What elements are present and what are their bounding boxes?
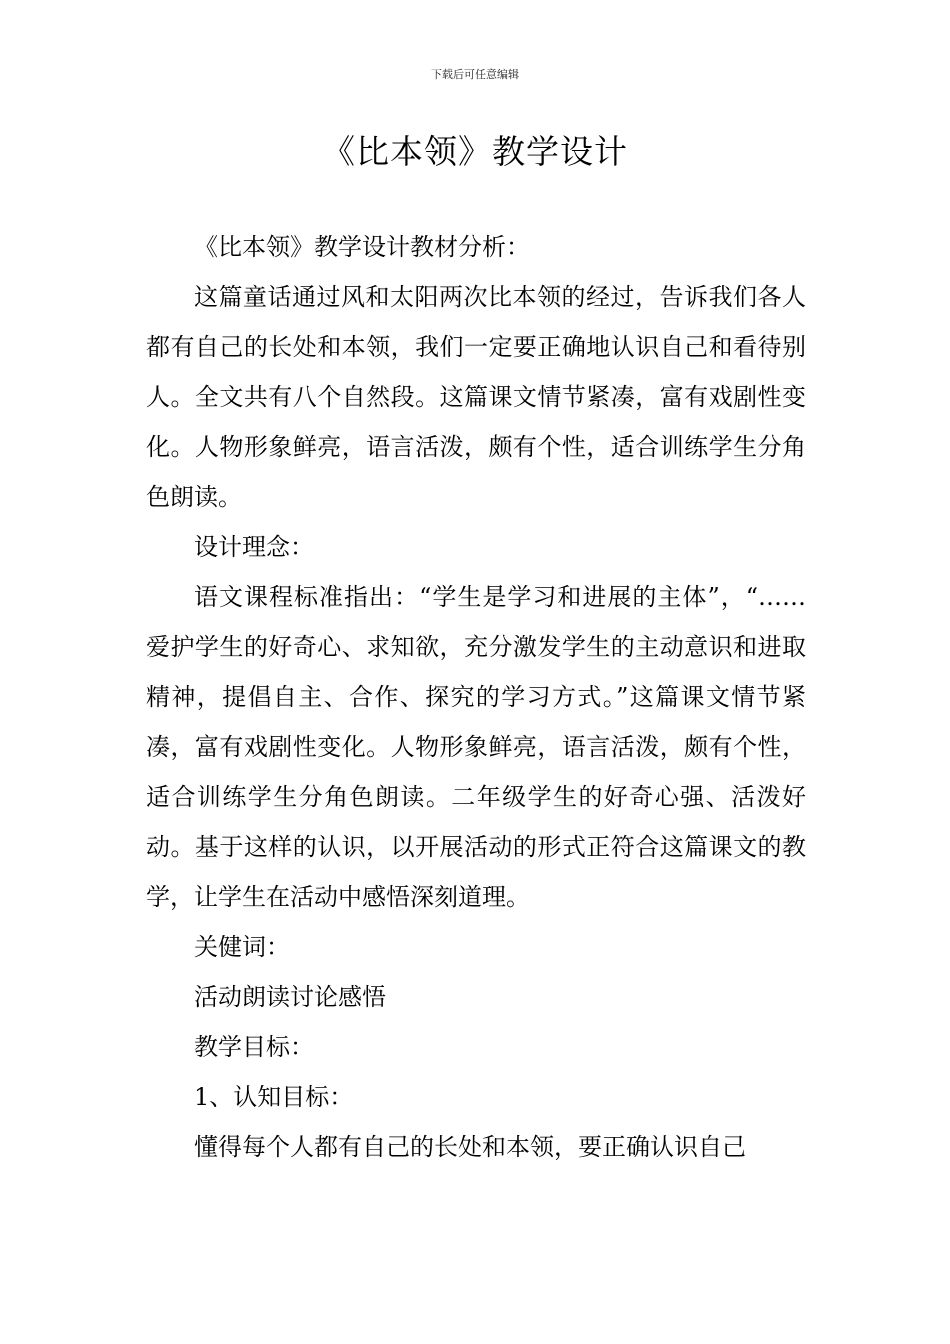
paragraph-design-concept: 语文课程标准指出：“学生是学习和进展的主体”，“……爱护学生的好奇心、求知欲，充分激发学生的主动意识和进取精神，提倡自主、合作、探究的学习方式。”这篇课文情节紧凑，富有戏剧性变化。人物形象鲜亮，语言活泼，颇有个性，适合训练学生分角色朗读。二年级学生的好奇心强、活泼好动。基于这样的认识，以开展活动的形式正符合这篇课文的教学，让学生在活动中感悟深刻道理。: [146, 583, 806, 911]
paragraph-cognitive-goal-heading: 1、认知目标：: [194, 1083, 354, 1111]
paragraph-keywords: 活动朗读讨论感悟: [194, 983, 386, 1011]
paragraph-teaching-goals-heading: 教学目标：: [194, 1033, 314, 1061]
document-title: 《比本领》教学设计: [322, 132, 628, 171]
paragraph-cognitive-goal: 懂得每个人都有自己的长处和本领，要正确认识自己: [194, 1133, 746, 1161]
paragraph-keywords-heading: 关健词：: [194, 933, 290, 961]
header-note: 下载后可任意编辑: [431, 68, 519, 81]
paragraph-material-analysis: 这篇童话通过风和太阳两次比本领的经过，告诉我们各人都有自己的长处和本领，我们一定要正确地认识自己和看待别人。全文共有八个自然段。这篇课文情节紧凑，富有戏剧性变化。人物形象鲜亮，语言活泼，颇有个性，适合训练学生分角色朗读。: [146, 283, 806, 511]
paragraph-material-analysis-heading: 《比本领》教学设计教材分析：: [194, 233, 530, 261]
document-body: [146, 222, 806, 1172]
paragraph-design-concept-heading: 设计理念：: [194, 533, 314, 561]
